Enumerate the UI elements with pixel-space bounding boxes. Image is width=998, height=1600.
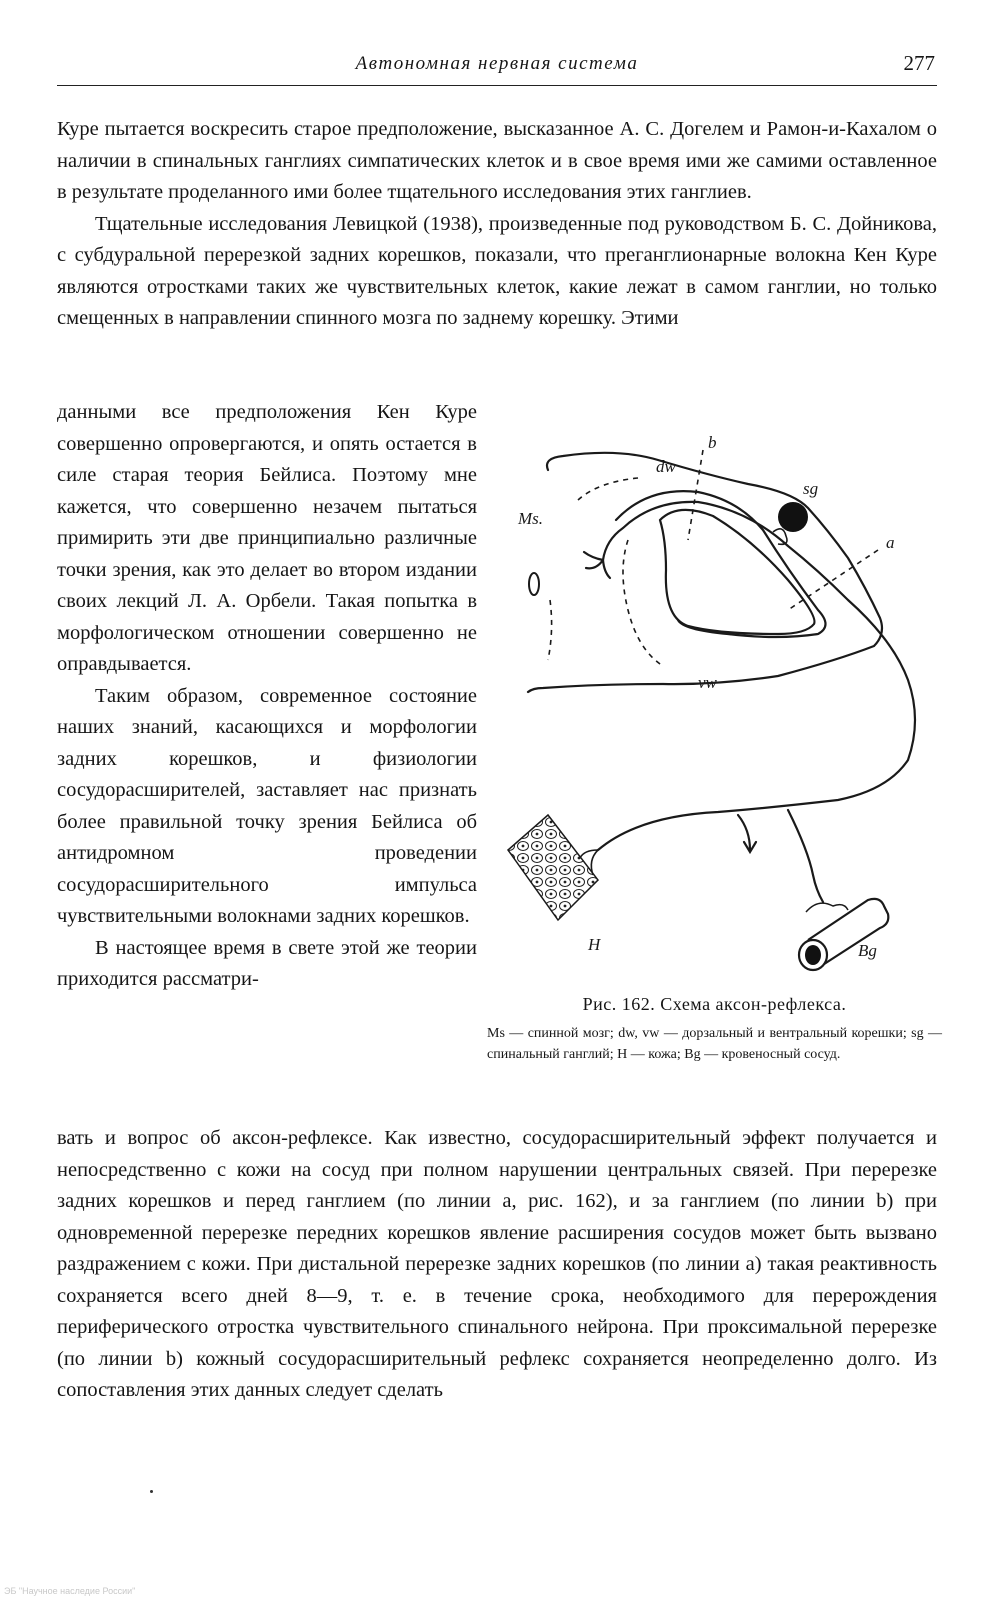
skin-tissue [508, 815, 598, 920]
paragraph-3: Таким образом, современное состояние наших знаний, касающихся и морфологии задних корешков, и физиологии сосудорасширителей, заставляет нас признать более правильной точку зрения Бейлиса об антидромном проведении сосудорасширительного импульса чувствительными волокнами задних корешков. [57, 684, 477, 927]
vessel-branch [788, 810, 823, 902]
line-a [788, 550, 878, 610]
caption-title: Рис. 162. Схема аксон-рефлекса. [582, 994, 847, 1014]
spinal-cord-outline [528, 453, 882, 692]
figure-caption [487, 994, 942, 1065]
label-vw: vw [698, 673, 717, 692]
text-block-top [57, 114, 937, 335]
axon-reflex-diagram [488, 420, 948, 990]
grey-matter-dashed [623, 540, 663, 666]
label-dw: dw [656, 457, 676, 476]
label-ms: Ms. [518, 509, 544, 528]
sensory-fiber [598, 502, 915, 850]
central-canal [529, 573, 539, 595]
text-block-bottom [57, 1123, 937, 1407]
page-number: 277 [903, 51, 935, 75]
text-column-left [57, 397, 477, 996]
paragraph-1: Куре пытается воскресить старое предположение, высказанное А. С. Догелем и Рамон-и-Кахалом о наличии в спинальных ганглиях симпатических клеток и в свое время ими же самими оставленное в результате проделанного ими более тщательного исследования этих ганглиев. [57, 118, 937, 203]
library-watermark: ЭБ "Научное наследие России" [4, 1586, 136, 1596]
arrow [738, 815, 750, 850]
print-speck [150, 1490, 153, 1493]
paragraph-4-end: вать и вопрос об аксон-рефлексе. Как известно, сосудорасширительный эффект получается и непосредственно с кожи на сосуд при полном нарушении центральных связей. При перерезке задних корешков и перед ганглием (по линии a, рис. 162), и за ганглием (по линии b) при одновременной перерезке передних корешков явление расширения сосудов может быть вызвано раздражением с кожи. При дистальной перерезке задних корешков (по линии a) такая реактивность сохраняется всего дней 8—9, т. е. в течение срока, необходимого для перерождения периферического отростка чувствительного спинального нейрона. При проксимальной перерезке (по линии b) кожный сосудорасширительный рефлекс сохраняется неопределенно долго. Из сопоставления этих данных следует сделать [57, 1127, 937, 1401]
label-a: a [886, 533, 895, 552]
label-bg: Bg [858, 941, 877, 960]
page-header [57, 45, 937, 86]
line-b [688, 450, 703, 540]
label-b: b [708, 433, 717, 452]
axon-reflex-figure [488, 420, 948, 990]
paragraph-4-start: В настоящее время в свете этой же теории приходится рассматри- [57, 936, 477, 990]
running-title: Автономная нервная система [355, 53, 639, 74]
label-sg: sg [803, 479, 819, 498]
paragraph-2-end: данными все предположения Кен Куре совершенно опровергаются, и опять остается в силе старая теория Бейлиса. Поэтому мне кажется, что совершенно незачем пытаться примирить эти две принципиально различные точки зрения, как это делает во втором издании своих лекций Л. А. Орбели. Такая попытка в морфологическом отношении совершенно не оправдывается. [57, 401, 477, 675]
spinal-ganglion [778, 502, 808, 532]
paragraph-2-start: Тщательные исследования Левицкой (1938), произведенные под руководством Б. С. Дойникова, с субдуральной перерезкой задних корешков, показали, что преганглионарные волокна Кен Куре являются отростками таких же чувствительных клеток, какие лежат в самом ганглии, но только смещенных в направлении спинного мозга по заднему корешку. Этими [57, 212, 937, 329]
caption-legend: Ms — спинной мозг; dw, vw — дорзальный и вентральный корешки; sg — спинальный ганглий; H — кожа; Bg — кровеносный сосуд. [487, 1026, 942, 1062]
label-h: H [588, 935, 601, 954]
